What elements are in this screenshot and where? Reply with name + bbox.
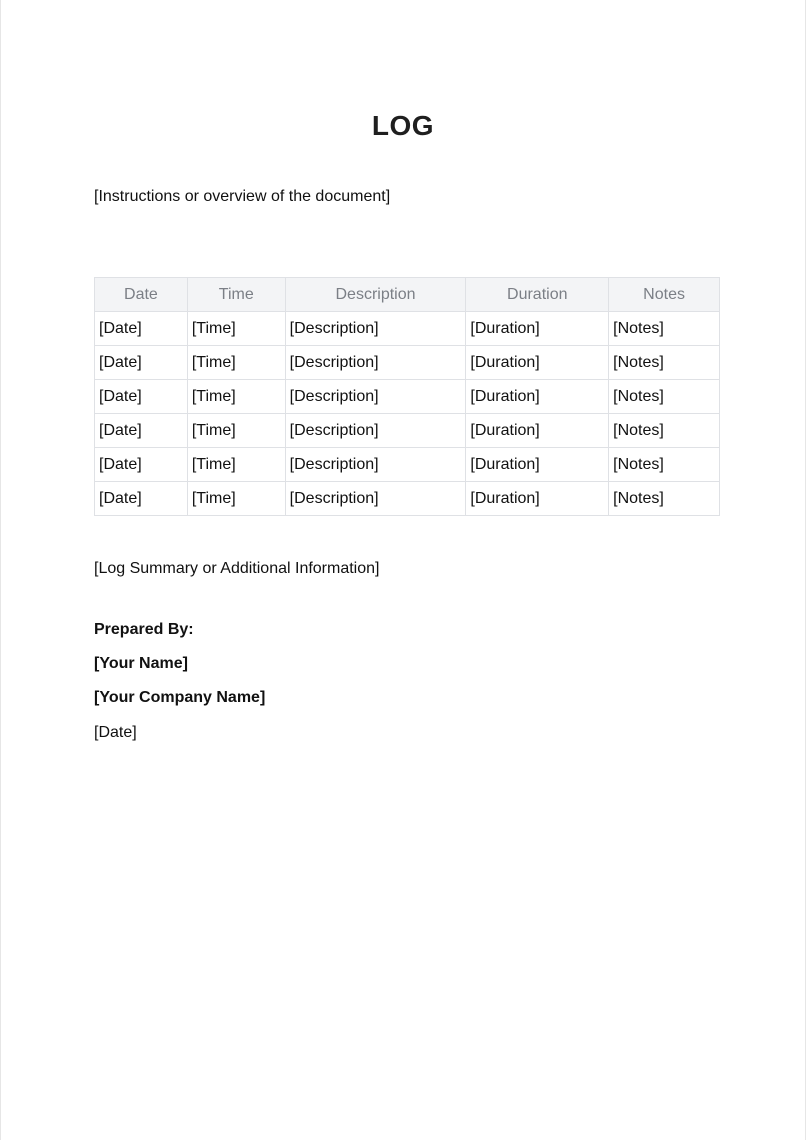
instructions-text: [Instructions or overview of the document] [94, 188, 391, 205]
column-header-time: Time [187, 278, 285, 312]
cell-duration: [Duration] [466, 482, 609, 516]
table-row [95, 312, 720, 346]
column-header-notes: Notes [609, 278, 720, 312]
cell-time: [Time] [187, 448, 285, 482]
cell-time: [Time] [187, 380, 285, 414]
cell-description: [Description] [285, 312, 466, 346]
summary-text: [Log Summary or Additional Information] [94, 560, 380, 577]
cell-date: [Date] [95, 346, 188, 380]
column-header-date: Date [95, 278, 188, 312]
cell-time: [Time] [187, 346, 285, 380]
table-row [95, 482, 720, 516]
table-row [95, 448, 720, 482]
cell-duration: [Duration] [466, 346, 609, 380]
cell-date: [Date] [95, 482, 188, 516]
cell-description: [Description] [285, 346, 466, 380]
column-header-duration: Duration [466, 278, 609, 312]
cell-notes: [Notes] [609, 346, 720, 380]
cell-duration: [Duration] [466, 414, 609, 448]
cell-notes: [Notes] [609, 312, 720, 346]
cell-date: [Date] [95, 380, 188, 414]
prepared-date: [Date] [94, 724, 137, 741]
cell-time: [Time] [187, 312, 285, 346]
cell-notes: [Notes] [609, 414, 720, 448]
cell-date: [Date] [95, 312, 188, 346]
table-header-row [95, 278, 720, 312]
cell-date: [Date] [95, 414, 188, 448]
page-title: LOG [371, 110, 435, 141]
cell-notes: [Notes] [609, 380, 720, 414]
cell-time: [Time] [187, 414, 285, 448]
table-row [95, 380, 720, 414]
prepared-by-name: [Your Name] [94, 655, 188, 672]
cell-description: [Description] [285, 414, 466, 448]
cell-notes: [Notes] [609, 482, 720, 516]
cell-description: [Description] [285, 482, 466, 516]
column-header-description: Description [285, 278, 466, 312]
cell-description: [Description] [285, 448, 466, 482]
cell-description: [Description] [285, 380, 466, 414]
prepared-by-company: [Your Company Name] [94, 689, 266, 706]
prepared-by-label: Prepared By: [94, 621, 194, 638]
cell-date: [Date] [95, 448, 188, 482]
cell-duration: [Duration] [466, 312, 609, 346]
log-table [94, 277, 720, 516]
table-row [95, 346, 720, 380]
cell-duration: [Duration] [466, 380, 609, 414]
cell-time: [Time] [187, 482, 285, 516]
cell-duration: [Duration] [466, 448, 609, 482]
table-row [95, 414, 720, 448]
cell-notes: [Notes] [609, 448, 720, 482]
